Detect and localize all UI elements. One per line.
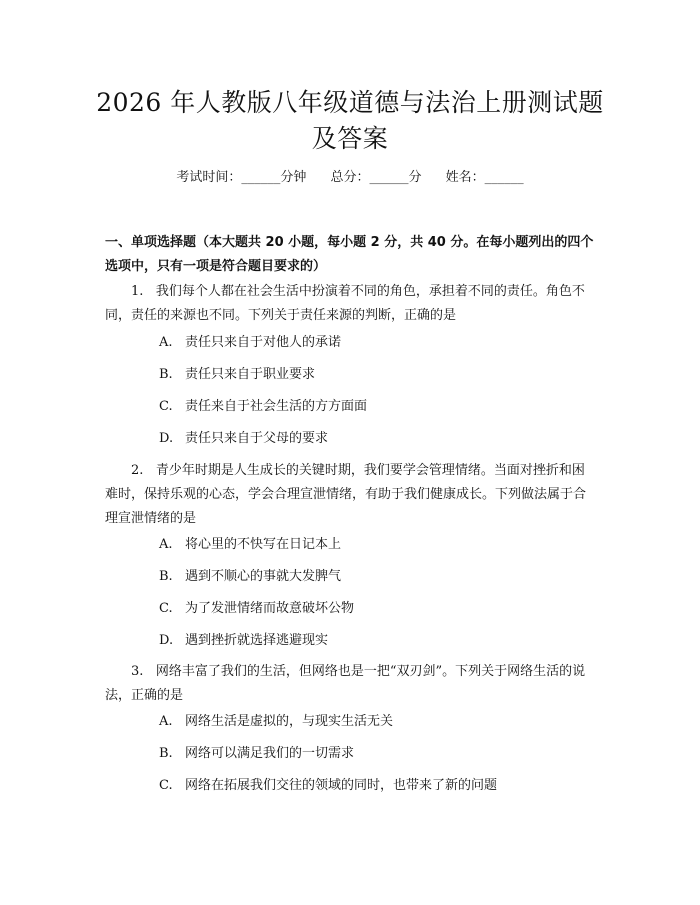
exam-score-field: 总分：______分: [330, 170, 422, 185]
option-text: 为了发泄情绪而故意破坏公物: [185, 601, 355, 616]
option-3a: [159, 712, 393, 732]
option-2c: [159, 599, 354, 619]
option-text: 将心里的不快写在日记本上: [185, 537, 342, 552]
option-letter: B.: [159, 569, 173, 584]
exam-info: [0, 168, 700, 188]
section-heading: 一、单项选择题（本大题共 20 小题，每小题 2 分，共 40 分。在每小题列出的四个选项中，只有一项是符合题目要求的）: [105, 235, 594, 274]
question-number: 3.: [131, 664, 144, 679]
option-text: 责任只来自于对他人的承诺: [185, 335, 342, 350]
exam-time-field: 考试时间：______分钟: [176, 170, 307, 185]
question-text: 网络丰富了我们的生活，但网络也是一把“双刃剑”。下列关于网络生活的说法，正确的是: [105, 664, 586, 703]
option-text: 责任只来自于父母的要求: [185, 431, 329, 446]
option-1d: [159, 429, 328, 449]
option-text: 责任只来自于职业要求: [185, 367, 316, 382]
option-letter: D.: [159, 431, 174, 446]
option-3c: [159, 776, 497, 796]
question-text: 青少年时期是人生成长的关键时期，我们要学会管理情绪。当面对挫折和困难时，保持乐观的心态，学会合理宣泄情绪，有助于我们健康成长。下列做法属于合理宣泄情绪的是: [105, 463, 587, 526]
option-text: 遇到挫折就选择逃避现实: [185, 633, 329, 648]
option-letter: B.: [159, 367, 173, 382]
option-2b: [159, 567, 341, 587]
question-text: 我们每个人都在社会生活中扮演着不同的角色，承担着不同的责任。角色不同，责任的来源也不同。下列关于责任来源的判断，正确的是: [105, 284, 585, 323]
option-letter: C.: [159, 399, 173, 414]
option-letter: A.: [159, 335, 173, 350]
option-1b: [159, 365, 315, 385]
option-2a: [159, 535, 341, 555]
question-number: 1.: [131, 284, 144, 299]
option-text: 遇到不顺心的事就大发脾气: [185, 569, 342, 584]
option-text: 网络可以满足我们的一切需求: [185, 746, 355, 761]
question-2: [105, 459, 597, 531]
question-number: 2.: [131, 463, 144, 478]
document-title-line-2: 及答案: [311, 124, 389, 153]
question-3: [105, 660, 597, 708]
option-letter: D.: [159, 633, 174, 648]
option-text: 网络在拓展我们交往的领域的同时，也带来了新的问题: [185, 778, 498, 793]
option-letter: A.: [159, 714, 173, 729]
option-letter: C.: [159, 778, 173, 793]
student-name-field: 姓名：______: [445, 170, 524, 185]
option-text: 责任来自于社会生活的方方面面: [185, 399, 368, 414]
option-3b: [159, 744, 354, 764]
option-text: 网络生活是虚拟的，与现实生活无关: [185, 714, 394, 729]
option-letter: A.: [159, 537, 173, 552]
question-1: [105, 280, 597, 328]
option-1c: [159, 397, 367, 417]
document-title-line-1: 2026 年人教版八年级道德与法治上册测试题: [96, 88, 604, 117]
option-letter: C.: [159, 601, 173, 616]
option-1a: [159, 333, 341, 353]
option-2d: [159, 631, 328, 651]
option-letter: B.: [159, 746, 173, 761]
